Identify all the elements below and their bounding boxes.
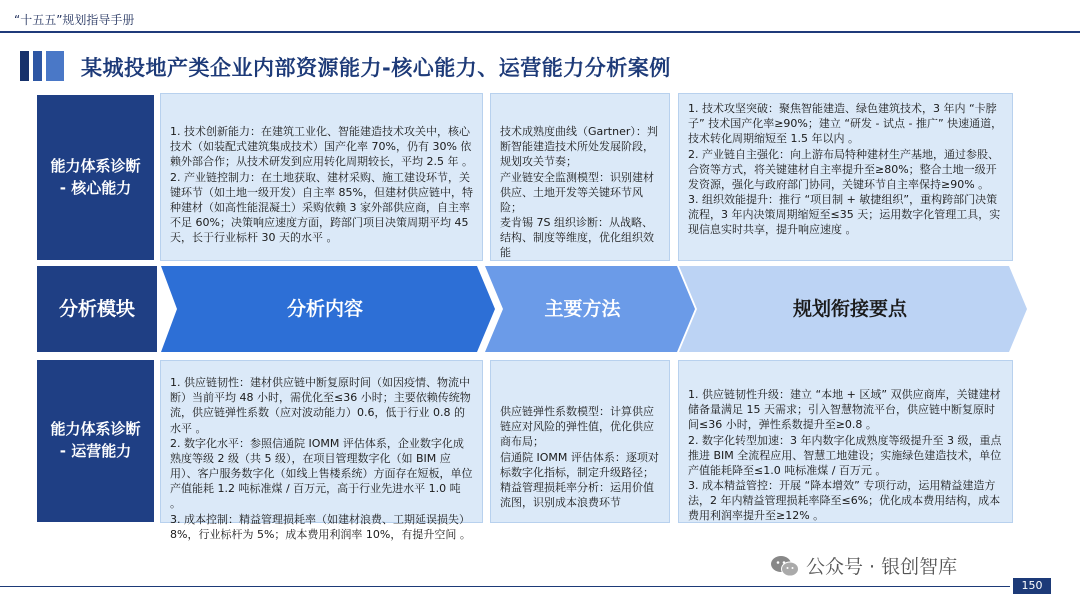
row-label-ops — [37, 360, 154, 522]
band-label-methods: 主要方法 — [544, 298, 621, 320]
method-paragraph: 技术成熟度曲线（Gartner）：判断智能建造技术所处发展阶段，规划攻关节奏； — [500, 125, 658, 169]
methods-panel-core — [490, 93, 670, 261]
point-paragraph: 1. 技术攻坚突破：聚焦智能建造、绿色建筑技术，3 年内 “卡脖子” 技术国产化率≥90%；建立 “研发 - 试点 - 推广” 快速通道，技术转化周期缩短至 1.5 年以内 。 — [688, 102, 1003, 146]
content-paragraph: 2. 数字化水平：参照信通院 IOMM 评估体系，企业数字化成熟度等级 2 级（共 5 级），在项目管理数字化（如 BIM 应用）、客户服务数字化（如线上售楼系统）方面存在短板，单位产值能耗 1.2 吨标准煤 / 百万元，高于行业先进水平 1.0 吨 。 — [170, 436, 473, 511]
band-label-module: 分析模块 — [58, 298, 135, 320]
row-label-line: 能力体系诊断 — [50, 420, 141, 439]
method-paragraph: 产业链安全监测模型：识别建材供应、土地开发等关键环节风险； — [500, 170, 654, 214]
page-number: 150 — [1013, 578, 1051, 594]
row-label-line: 能力体系诊断 — [50, 156, 141, 175]
page-title: 某城投地产类企业内部资源能力-核心能力、运营能力分析案例 — [81, 56, 671, 80]
watermark-text: 公众号 · 银创智库 — [806, 556, 958, 578]
handbook-title: “十五五”规划指导手册 — [14, 13, 135, 27]
content-paragraph: 3. 成本控制：精益管理损耗率（如建材浪费、工期延误损失）8%，行业标杆为 5%；成本费用利润率 10%，有提升空间 。 — [170, 512, 471, 541]
content-paragraph: 1. 供应链韧性：建材供应链中断复原时间（如因疫情、物流中断）当前平均 48 小时，需优化至≤36 小时；主要依赖传统物流，供应链弹性系数（应对波动能力）0.6，低于行业 0.8 的水平 。 — [170, 376, 471, 435]
method-paragraph: 信通院 IOMM 评估体系：逐项对标数字化指标，制定升级路径； — [500, 450, 659, 479]
row-label-core — [37, 95, 154, 260]
content-paragraph: 1. 技术创新能力：在建筑工业化、智能建造技术攻关中，核心技术（如装配式建筑集成技术）国产化率 70%，仍有 30% 依赖外部合作；从技术研发到应用转化周期较长，平均 2.5 年 。 — [170, 125, 473, 169]
content-paragraph: 2. 产业链控制力：在土地获取、建材采购、施工建设环节，关键环节（如土地一级开发）自主率 85%，但建材供应链中，特种建材（如高性能混凝土）采购依赖 3 家外部供应商，自主率不足 60%；决策响应速度方面，跨部门项目决策周期平均 45 天，长于行业标杆 30 天的水平 。 — [170, 170, 473, 245]
point-paragraph: 2. 数字化转型加速：3 年内数字化成熟度等级提升至 3 级，重点推进 BIM 全流程应用、智慧工地建设；实施绿色建造技术，单位产值能耗降至≤1.0 吨标准煤 / 百万元 。 — [688, 433, 1002, 477]
points-panel-core — [678, 93, 1013, 261]
points-panel-ops — [678, 360, 1013, 523]
point-paragraph: 3. 组织效能提升：推行 “项目制 + 敏捷组织”，重构跨部门决策流程，3 年内决策周期缩短至≤35 天；运用数字化管理工具，实现信息实时共享，提升响应速度 。 — [688, 193, 1001, 237]
content-panel-ops — [160, 360, 483, 541]
method-paragraph: 麦肯锡 7S 组织诊断：从战略、结构、制度等维度，优化组织效能 — [500, 216, 654, 260]
footer-line — [0, 586, 1010, 587]
title-accent-bar — [46, 51, 64, 81]
point-paragraph: 2. 产业链自主强化：向上游布局特种建材生产基地，通过参股、合资等方式，将关键建材自主率提升至≥80%；整合土地一级开发资源，强化与政府部门协同，关键环节自主率保持≥90% 。 — [688, 147, 999, 191]
methods-panel-ops — [490, 360, 670, 523]
row-label-line: - 运营能力 — [59, 442, 132, 460]
method-paragraph: 精益管理损耗率分析：运用价值流图，识别成本浪费环节 — [500, 480, 654, 510]
row-label-line: - 核心能力 — [59, 178, 132, 197]
point-paragraph: 1. 供应链韧性升级：建立 “本地 + 区域” 双供应商库，关键建材储备量满足 15 天需求；引入智慧物流平台，供应链中断复原时间≤36 小时，弹性系数提升至≥0.8 。 — [688, 388, 1001, 432]
watermark — [770, 552, 957, 579]
wechat-icon — [770, 555, 800, 577]
point-paragraph: 3. 成本精益管控：开展 “降本增效” 专项行动，运用精益建造方法，2 年内精益管理损耗率降至≤6%；优化成本费用结构，成本费用利润率提升至≥12% 。 — [688, 479, 1001, 523]
content-panel-core — [160, 93, 483, 261]
title-accent-bar — [33, 51, 42, 81]
top-bar — [0, 0, 1080, 38]
method-paragraph: 供应链弹性系数模型：计算供应链应对风险的弹性值，优化供应商布局； — [500, 405, 654, 449]
title-accent-bar — [20, 51, 29, 81]
band-label-content: 分析内容 — [286, 298, 363, 320]
top-divider — [0, 31, 1080, 33]
band-label-points: 规划衔接要点 — [792, 298, 907, 320]
